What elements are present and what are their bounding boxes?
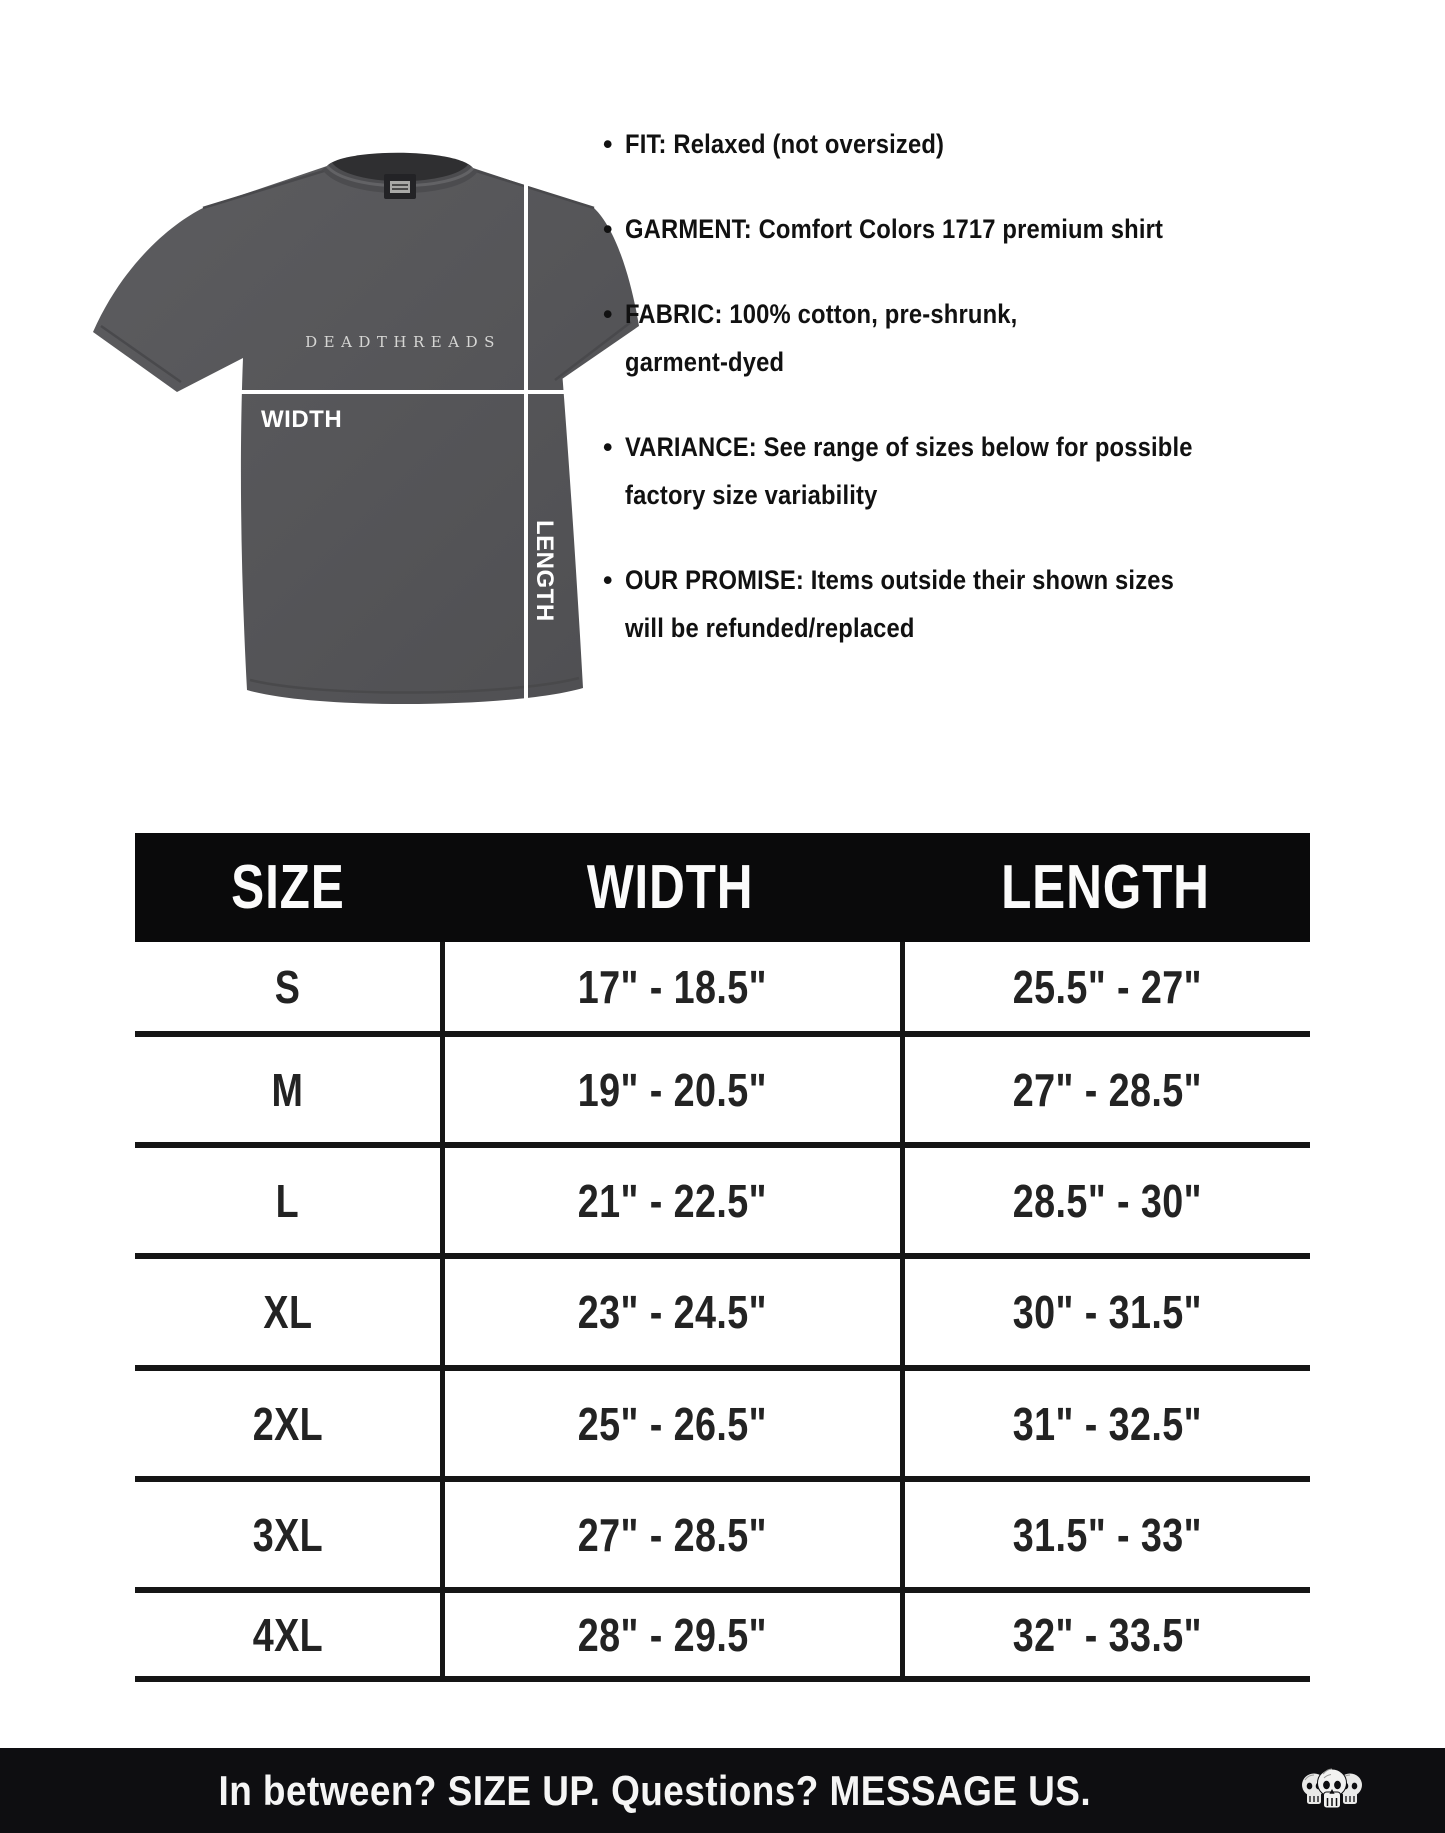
header-cell-width: WIDTH	[586, 853, 754, 922]
width-cell: 23" - 24.5"	[440, 1259, 900, 1365]
spec-variance-text-line1: VARIANCE: See range of sizes below for possible	[625, 432, 1193, 462]
spec-fabric-text-line1: FABRIC: 100% cotton, pre-shrunk,	[625, 299, 1018, 329]
length-cell: 27" - 28.5"	[900, 1037, 1310, 1142]
spec-fabric-text-line2: garment-dyed	[625, 347, 785, 377]
spec-item-fit	[603, 120, 1183, 168]
spec-item-fabric	[603, 290, 1183, 386]
table-row-3xl	[135, 1482, 1310, 1593]
header-cell-size: SIZE	[230, 853, 345, 922]
table-row-xl	[135, 1259, 1310, 1371]
length-cell: 32" - 33.5"	[900, 1593, 1310, 1676]
header-cell-length: LENGTH	[1000, 853, 1210, 922]
length-cell: 30" - 31.5"	[900, 1259, 1310, 1365]
width-cell: 17" - 18.5"	[440, 942, 900, 1031]
spec-promise-text-line1: OUR PROMISE: Items outside their shown sizes	[625, 565, 1175, 595]
width-cell: 21" - 22.5"	[440, 1148, 900, 1253]
length-label: LENGTH	[531, 520, 558, 622]
length-cell: 25.5" - 27"	[900, 942, 1310, 1031]
neck-tag-label	[390, 181, 410, 193]
size-cell: 4XL	[252, 1608, 323, 1661]
spec-promise-text-line2: will be refunded/replaced	[625, 613, 915, 643]
spec-garment-text: GARMENT: Comfort Colors 1717 premium shirt	[625, 214, 1164, 244]
width-cell: 27" - 28.5"	[440, 1482, 900, 1587]
tshirt-illustration	[85, 140, 640, 720]
size-cell: L	[275, 1174, 300, 1227]
size-cell: 3XL	[252, 1508, 323, 1561]
spec-fit-text: FIT: Relaxed (not oversized)	[625, 129, 945, 159]
bullet-icon: •	[603, 299, 613, 329]
bullet-icon: •	[603, 129, 613, 159]
size-cell: XL	[262, 1286, 313, 1338]
three-skulls-icon	[1299, 1762, 1365, 1820]
bullet-icon: •	[603, 214, 613, 244]
spec-item-promise	[603, 556, 1183, 652]
shirt-brand-text: DEADTHREADS	[305, 333, 501, 351]
width-cell: 28" - 29.5"	[440, 1593, 900, 1676]
width-cell: 25" - 26.5"	[440, 1371, 900, 1476]
length-cell: 31.5" - 33"	[900, 1482, 1310, 1587]
spec-item-garment	[603, 205, 1183, 253]
tshirt-body	[93, 166, 639, 704]
size-cell: M	[271, 1063, 304, 1116]
spec-item-variance	[603, 423, 1193, 519]
size-cell: S	[274, 960, 301, 1013]
skull-center	[1318, 1769, 1347, 1808]
table-row-2xl	[135, 1371, 1310, 1482]
bullet-icon: •	[603, 432, 613, 462]
table-row-l	[135, 1148, 1310, 1259]
table-row-m	[135, 1037, 1310, 1148]
spec-variance-text-line2: factory size variability	[625, 480, 878, 510]
table-row-4xl	[135, 1593, 1310, 1682]
footer-message: In between? SIZE UP. Questions? MESSAGE US.	[218, 1766, 1092, 1814]
size-table-header	[135, 833, 1310, 942]
length-cell: 31" - 32.5"	[900, 1371, 1310, 1476]
footer-bar	[0, 1748, 1445, 1833]
table-row-s	[135, 942, 1310, 1037]
product-spec-list	[603, 120, 1193, 689]
width-label: WIDTH	[261, 406, 343, 433]
width-cell: 19" - 20.5"	[440, 1037, 900, 1142]
size-table	[135, 833, 1310, 1682]
length-cell: 28.5" - 30"	[900, 1148, 1310, 1253]
bullet-icon: •	[603, 565, 613, 595]
shirt-measurement-figure	[85, 140, 640, 720]
size-cell: 2XL	[252, 1397, 323, 1450]
